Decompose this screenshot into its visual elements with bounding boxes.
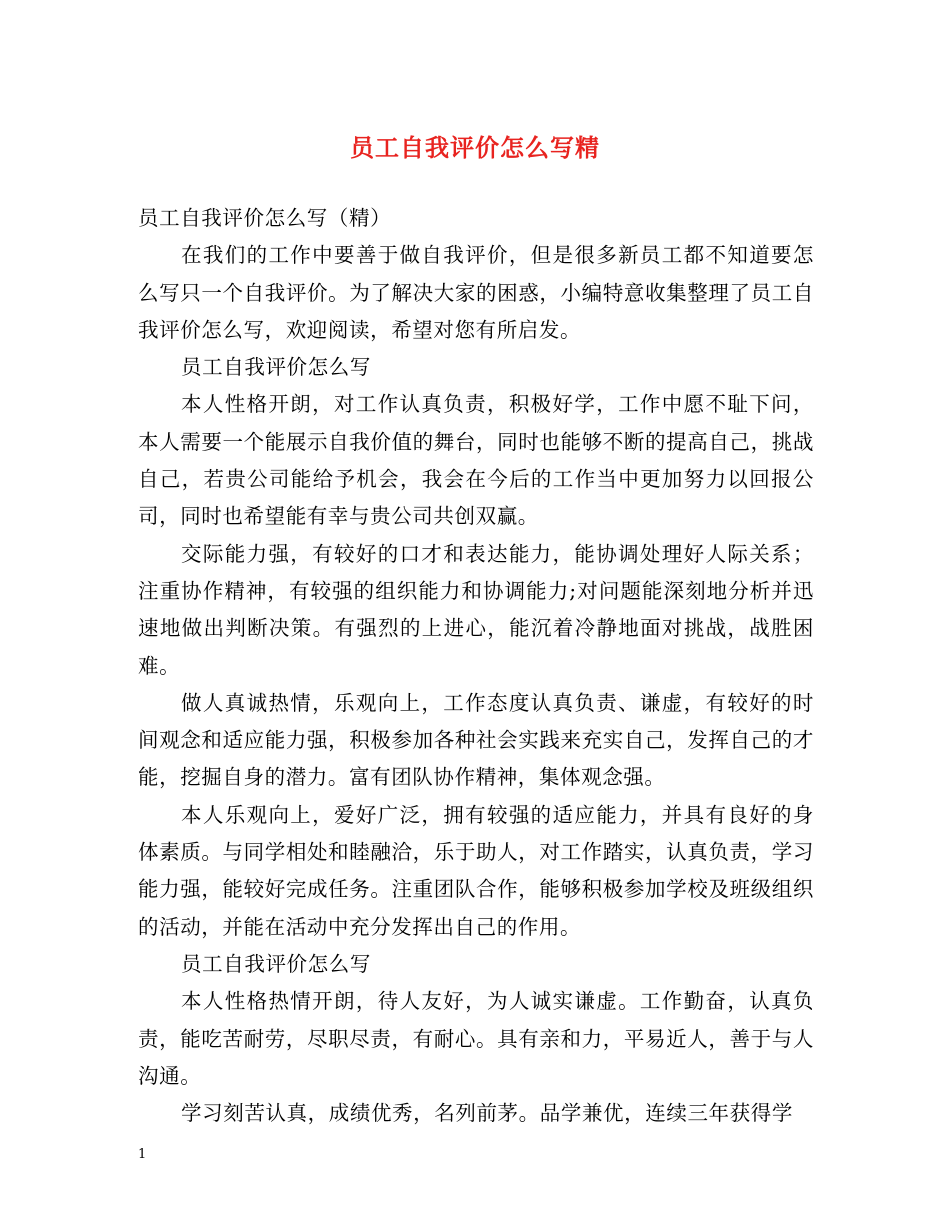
document-body — [138, 200, 814, 1132]
body-paragraph: 学习刻苦认真，成绩优秀，名列前茅。品学兼优，连续三年获得学 — [181, 1101, 793, 1126]
subtitle-paragraph: 员工自我评价怎么写（精） — [138, 206, 392, 230]
section-heading: 员工自我评价怎么写 — [181, 355, 371, 380]
body-paragraph: 交际能力强，有较好的口才和表达能力，能协调处理好人际关系；注重协作精神，有较强的组织能力和协调能力;对问题能深刻地分析并迅速地做出判断决策。有强烈的上进心，能沉着冷静地面对挑战，战胜困难。 — [138, 541, 814, 678]
document-title: 员工自我评价怎么写精 — [350, 133, 600, 162]
body-paragraph: 做人真诚热情，乐观向上，工作态度认真负责、谦虚，有较好的时间观念和适应能力强，积极参加各种社会实践来充实自己，发挥自己的才能，挖掘自身的潜力。富有团队协作精神，集体观念强。 — [138, 690, 814, 790]
body-paragraph: 本人性格开朗，对工作认真负责，积极好学，工作中愿不耻下问，本人需要一个能展示自我价值的舞台，同时也能够不断的提高自己，挑战自己，若贵公司能给予机会，我会在今后的工作当中更加努力以回报公司，同时也希望能有幸与贵公司共创双赢。 — [138, 392, 814, 529]
intro-paragraph: 在我们的工作中要善于做自我评价，但是很多新员工都不知道要怎么写只一个自我评价。为了解决大家的困惑，小编特意收集整理了员工自我评价怎么写，欢迎阅读，希望对您有所启发。 — [138, 243, 814, 342]
body-paragraph: 本人乐观向上，爱好广泛，拥有较强的适应能力，并具有良好的身体素质。与同学相处和睦融洽，乐于助人，对工作踏实，认真负责，学习能力强，能较好完成任务。注重团队合作，能够积极参加学校及班级组织的活动，并能在活动中充分发挥出自己的作用。 — [138, 802, 814, 939]
section-heading: 员工自我评价怎么写 — [181, 951, 371, 976]
body-paragraph: 本人性格热情开朗，待人友好，为人诚实谦虚。工作勤奋，认真负责，能吃苦耐劳，尽职尽责，有耐心。具有亲和力，平易近人，善于与人沟通。 — [138, 989, 814, 1088]
page-number: 1 — [138, 1147, 147, 1162]
